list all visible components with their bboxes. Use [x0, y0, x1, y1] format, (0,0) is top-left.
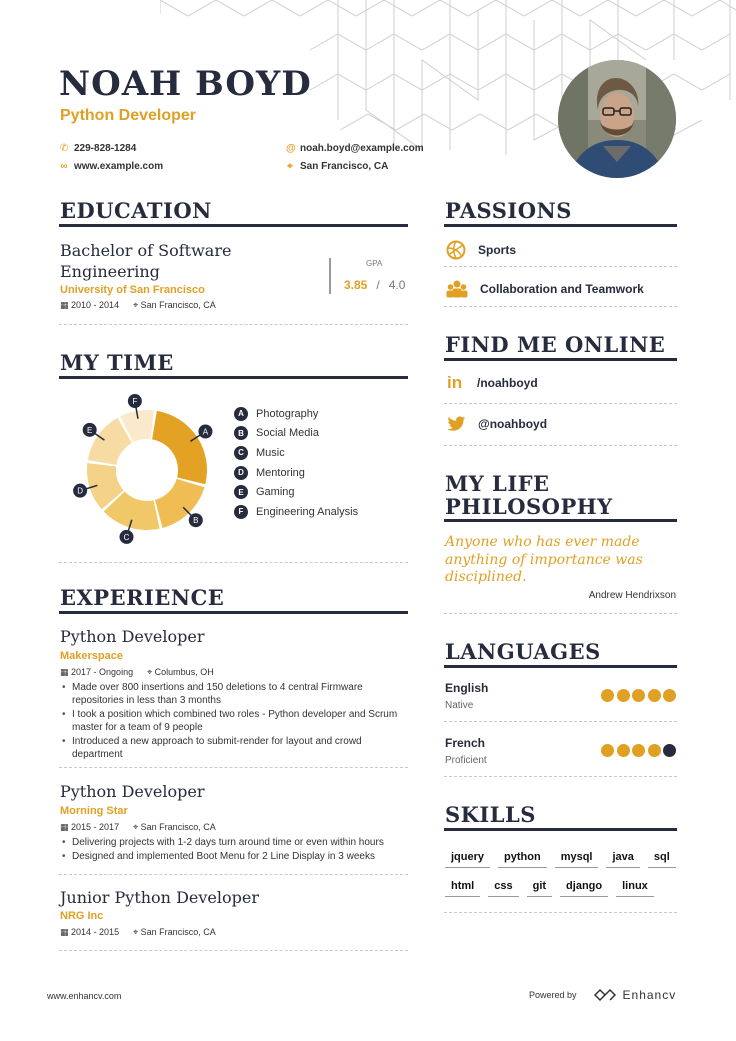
legend-key: C — [234, 446, 248, 460]
legend-key: B — [234, 426, 248, 440]
legend-key: D — [234, 466, 248, 480]
rating-dot-filled — [663, 689, 676, 702]
company-name: Makerspace — [60, 650, 123, 662]
legend-item — [234, 424, 358, 444]
passion-item — [446, 279, 644, 299]
philosophy-rule — [444, 519, 677, 522]
calendar-icon: ▦ — [60, 667, 69, 677]
enhancv-brand: Enhancv — [622, 988, 677, 1002]
footer-powered-by — [529, 988, 676, 1002]
education-meta — [60, 300, 216, 311]
job-title: Python Developer — [60, 627, 205, 646]
skill-tag: linux — [616, 880, 654, 897]
phone-contact — [60, 143, 136, 154]
skill-tag: django — [560, 880, 608, 897]
job-dates: ▦ 2017 - Ongoing — [60, 667, 134, 677]
gpa-divider — [329, 258, 331, 294]
degree-line-1: Bachelor of Software — [60, 241, 232, 260]
donut-slice-a — [152, 411, 207, 484]
find-me-online-heading: FIND ME ONLINE — [445, 332, 666, 357]
donut-label-a: A — [202, 427, 209, 437]
philosophy-heading-line-2: PHILOSOPHY — [445, 494, 613, 519]
job-title: Junior Python Developer — [60, 888, 259, 907]
calendar-icon: ▦ — [60, 927, 69, 937]
link-icon: ∞ — [60, 161, 68, 172]
legend-label: Engineering Analysis — [256, 505, 359, 518]
skill-tag: git — [527, 880, 552, 897]
company-name: Morning Star — [60, 805, 128, 817]
my-time-rule — [59, 376, 408, 379]
skill-tag: jquery — [445, 851, 490, 868]
my-time-divider — [59, 562, 408, 563]
skills-row-1 — [445, 851, 676, 868]
skills-divider — [444, 912, 677, 913]
donut-label-c: C — [123, 532, 130, 542]
location-pin-icon: ⌖ — [133, 927, 139, 937]
passion-label: Collaboration and Teamwork — [480, 282, 644, 296]
donut-label-d: D — [77, 486, 84, 496]
company-name: NRG Inc — [60, 910, 104, 922]
online-handle[interactable]: /noahboyd — [477, 376, 538, 390]
gpa-max: 4.0 — [388, 278, 406, 292]
job-divider — [59, 874, 408, 875]
passion-divider — [444, 306, 677, 307]
education-location: ⌖ San Francisco, CA — [133, 300, 216, 310]
language-name: English — [445, 681, 489, 695]
job-meta — [60, 927, 216, 938]
calendar-icon: ▦ — [60, 822, 69, 832]
skill-tag: mysql — [555, 851, 599, 868]
legend-item — [234, 404, 358, 424]
legend-label: Mentoring — [256, 466, 305, 479]
online-divider — [444, 403, 677, 404]
online-divider — [444, 445, 677, 446]
philosophy-divider — [444, 613, 677, 614]
location-pin-icon: ⌖ — [133, 822, 139, 832]
language-rating — [599, 744, 677, 757]
gpa-value: 3.85 — [344, 278, 368, 292]
skills-heading: SKILLS — [445, 802, 536, 827]
language-name: French — [445, 736, 486, 750]
footer-site-link[interactable]: www.enhancv.com — [47, 991, 122, 1001]
degree-title — [60, 240, 231, 282]
rating-dot-filled — [601, 689, 614, 702]
phone-icon: ✆ — [60, 143, 69, 154]
legend-item — [234, 463, 358, 483]
job-bullet: • I took a position which combined two roles - Python developer and Scrum master for a team of 9 people — [60, 708, 405, 734]
language-item — [445, 681, 488, 711]
quote-line-2: anything of importance was — [445, 551, 643, 568]
online-item-twitter[interactable] — [447, 416, 547, 432]
job-bullet: • Delivering projects with 1-2 days turn around time or even within hours — [60, 836, 405, 849]
my-time-legend — [234, 404, 358, 522]
enhancv-logo[interactable] — [593, 988, 677, 1002]
skills-row-2 — [445, 880, 654, 897]
twitter-icon — [447, 416, 466, 432]
skill-tag: python — [498, 851, 547, 868]
at-icon: @ — [286, 143, 296, 154]
job-bullet: • Introduced a new approach to submit-render for layout and crowd department — [60, 735, 405, 761]
legend-label: Gaming — [256, 486, 295, 499]
job-bullets — [60, 681, 405, 762]
gpa-separator: / — [376, 278, 380, 292]
job-bullet: • Made over 800 insertions and 150 deletions to 4 central Firmware repositories in less than 3 months — [60, 681, 405, 707]
passions-heading: PASSIONS — [445, 198, 572, 223]
legend-key: A — [234, 407, 248, 421]
languages-rule — [444, 665, 677, 668]
gpa-label: GPA — [366, 259, 383, 268]
job-title: Python Developer — [60, 782, 205, 801]
phone-text[interactable]: 229-828-1284 — [74, 143, 137, 154]
skill-tag: css — [488, 880, 518, 897]
email-text[interactable]: noah.boyd@example.com — [300, 143, 424, 154]
location-pin-icon: ⌖ — [287, 161, 293, 172]
powered-by-label: Powered by — [529, 990, 577, 1000]
my-time-heading: MY TIME — [60, 350, 174, 375]
education-dates: ▦ 2010 - 2014 — [60, 300, 120, 310]
location-pin-icon: ⌖ — [147, 667, 153, 677]
online-handle[interactable]: @noahboyd — [478, 417, 548, 431]
avatar — [558, 60, 676, 178]
language-level: Proficient — [445, 755, 487, 766]
rating-dot-filled — [617, 689, 630, 702]
calendar-icon: ▦ — [60, 300, 69, 310]
legend-item — [234, 482, 358, 502]
job-divider — [59, 767, 408, 768]
donut-label-e: E — [87, 425, 93, 435]
job-title: Python Developer — [60, 107, 197, 124]
gpa-values — [344, 278, 405, 292]
rating-dot-filled — [617, 744, 630, 757]
email-contact — [286, 143, 424, 154]
job-dates: ▦ 2015 - 2017 — [60, 822, 120, 832]
online-rule — [444, 358, 677, 361]
job-divider — [59, 950, 408, 951]
volleyball-icon — [446, 240, 466, 260]
experience-heading: EXPERIENCE — [60, 585, 225, 610]
rating-dot-filled — [601, 744, 614, 757]
school-name: University of San Francisco — [60, 284, 205, 296]
passion-divider — [444, 266, 677, 267]
legend-item — [234, 502, 358, 522]
job-meta — [60, 667, 214, 678]
legend-item — [234, 443, 358, 463]
education-rule — [59, 224, 408, 227]
location-pin-icon: ⌖ — [133, 300, 139, 310]
skill-tag: html — [445, 880, 480, 897]
philosophy-quote — [445, 534, 643, 587]
quote-line-3: disciplined. — [445, 569, 527, 585]
legend-label: Music — [256, 446, 285, 459]
education-divider — [59, 324, 408, 325]
skill-tag: java — [606, 851, 639, 868]
language-rating — [599, 689, 677, 702]
quote-line-1: Anyone who has ever made — [445, 534, 640, 550]
degree-line-2: Engineering — [60, 262, 160, 281]
location-text: San Francisco, CA — [300, 161, 389, 172]
passion-item — [446, 240, 516, 260]
location-contact — [286, 161, 388, 172]
online-item-linkedin[interactable] — [447, 373, 538, 393]
website-text[interactable]: www.example.com — [74, 161, 164, 172]
languages-heading: LANGUAGES — [445, 639, 601, 664]
quote-author: Andrew Hendrixson — [588, 590, 676, 601]
job-location: ⌖ Columbus, OH — [147, 667, 214, 677]
job-bullets — [60, 836, 405, 864]
rating-dot-filled — [648, 689, 661, 702]
legend-label: Social Media — [256, 427, 319, 440]
my-time-donut-chart — [60, 390, 230, 550]
rating-dot-filled — [632, 744, 645, 757]
legend-label: Photography — [256, 407, 319, 420]
job-meta — [60, 822, 216, 833]
legend-key: E — [234, 485, 248, 499]
enhancv-logo-icon — [593, 988, 619, 1002]
language-divider — [444, 721, 677, 722]
donut-label-f: F — [132, 397, 138, 407]
job-bullet: • Designed and implemented Boot Menu for 2 Line Display in 3 weeks — [60, 850, 405, 863]
job-dates: ▦ 2014 - 2015 — [60, 927, 120, 937]
linkedin-icon: in — [447, 373, 463, 392]
experience-rule — [59, 611, 408, 614]
language-item — [445, 736, 487, 766]
rating-dot-empty — [663, 744, 676, 757]
skill-tag: sql — [648, 851, 676, 868]
candidate-name: NOAH BOYD — [59, 64, 312, 104]
rating-dot-filled — [648, 744, 661, 757]
donut-label-b: B — [193, 516, 199, 526]
education-heading: EDUCATION — [60, 198, 212, 223]
passions-rule — [444, 224, 677, 227]
philosophy-heading-line-1: MY LIFE — [445, 471, 550, 496]
rating-dot-filled — [632, 689, 645, 702]
website-contact — [60, 161, 163, 172]
passion-label: Sports — [478, 243, 517, 257]
language-level: Native — [445, 700, 474, 711]
group-icon — [446, 279, 468, 299]
language-divider — [444, 776, 677, 777]
job-location: ⌖ San Francisco, CA — [133, 822, 216, 832]
legend-key: F — [234, 505, 248, 519]
skills-rule — [444, 828, 677, 831]
philosophy-heading — [445, 472, 613, 518]
job-location: ⌖ San Francisco, CA — [133, 927, 216, 937]
